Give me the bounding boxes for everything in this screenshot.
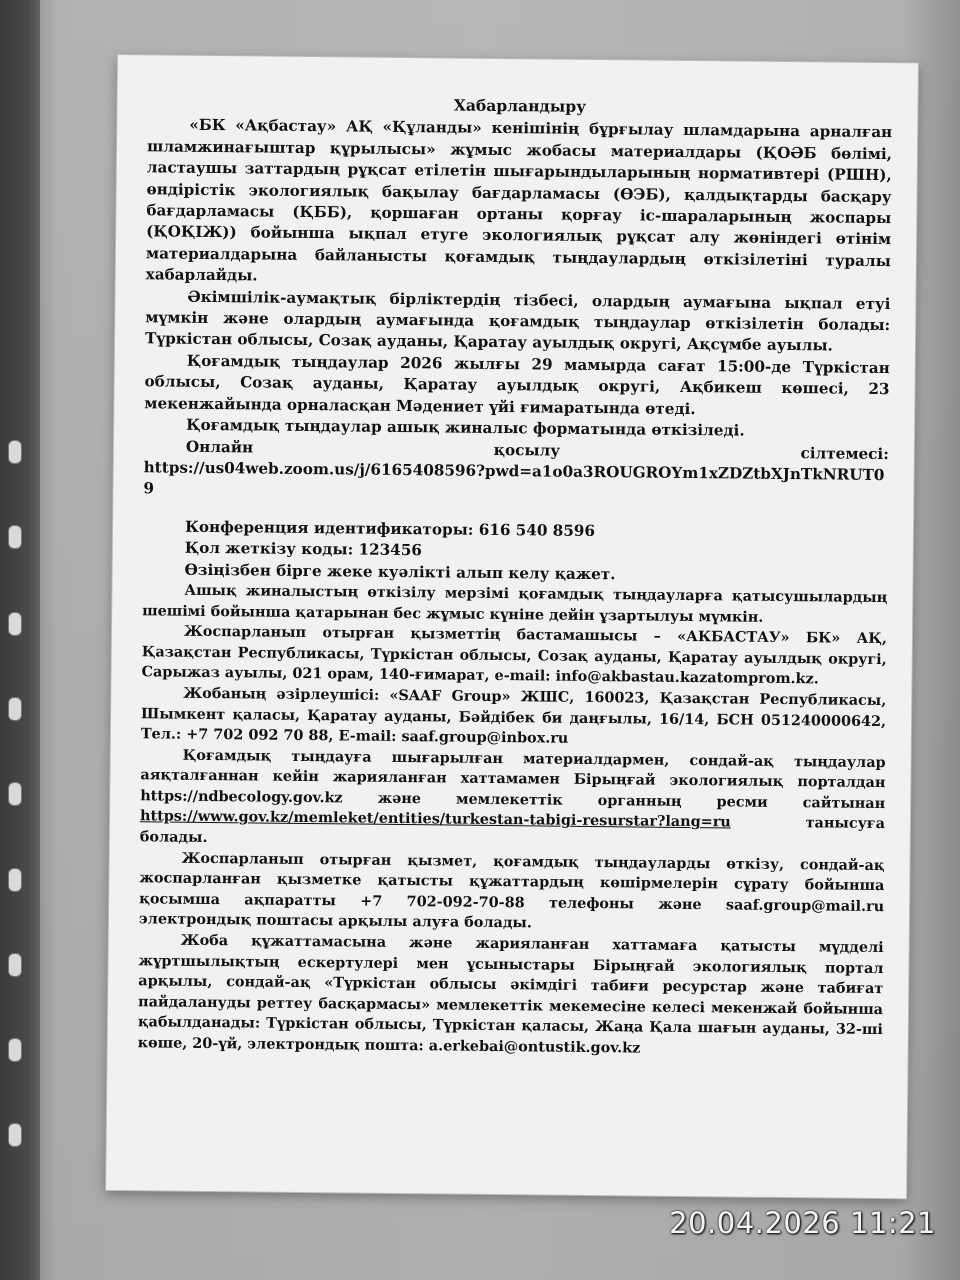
punch-hole [8,697,22,721]
paragraph-date-venue: Қоғамдық тыңдаулар 2026 жылғы 29 мамырда сағат 15:00-де Түркістан облысы, Созақ ауданы, Қаратау ауылдық округі, Ақбикеш көшесі, 23 мекенжайында орналасқан Мәдениет үйі ғимаратында өтеді. [144,351,890,418]
paragraph-format: Қоғамдық тыңдаулар ашық жиналыс форматында өткізіледі. [186,415,745,440]
punch-hole [8,440,22,464]
conference-id: Конференция идентификаторы: 616 540 8596 [184,517,596,540]
photo-timestamp: 20.04.2026 11:21 [669,1206,936,1240]
punch-hole [8,525,22,549]
punch-hole [8,612,22,636]
paragraph-comments: Жоба құжаттамасына және жарияланған хаттамаға қатысты мүдделі жұртшылықтың ескертулері мен ұсыныстары Бірыңғай экологиялық портал арқылы, сондай-ақ «Түркістан облысы әкімдігі табиғи ресурстар және табиғат пайдалануды реттеу басқармасы» мемлекеттік мекемесіне келесі мекенжай бойынша қабылданады: Түркістан облысы, Түркістан қаласы, Жаңа Қала шағын ауданы, 32-ші көше, 20-үй, электрондық пошта: a.erkebai@ontustik.gov.kz [137,931,884,1057]
zoom-link[interactable]: https://us04web.zoom.us/j/6165408596?pwd=a1o0a3ROUGROYm1xZDZtbXJnTkNRUT09 [143,458,885,498]
notice-title: Хабарландыру [453,95,587,116]
access-code: Қол жеткізу коды: 123456 [184,538,423,560]
link-word: сілтемесі: [800,443,889,463]
paragraph-initiator: Жоспарланып отырған қызметтің бастамашысы – «АКБАСТАУ» БК» АҚ, Қазақстан Республикасы, Түркістан облысы, Созақ ауданы, Қаратау ауылдық округі, Сарыжаз ауылы, 021 орам, 140-ғимарат, e-mail: info@akbastau.kazatomprom.kz. [141,622,888,688]
punch-hole [8,1038,22,1062]
online-word: Онлайн [185,437,254,456]
paragraph-developer: Жобаның әзірлеушісі: «SAAF Group» ЖШС, 160023, Қазақстан Республикасы, Шымкент қаласы, Қаратау ауданы, Бәйдібек би даңғылы, 16/14, БСН 051240000642, Тел.: +7 702 092 70 88, E-mail: saaf.group@inbox.ru [140,684,887,747]
gov-kz-link[interactable]: https://www.gov.kz/memleket/entities/turkestan-tabigi-resurstar?lang=ru [139,807,731,831]
paragraph-territories: Әкімшілік-аумақтық бірліктердің тізбесі, олардың аумағына ықпал етуі мүмкін және олардың аумағында қоғамдық тыңдаулар өткізілетін болады: Түркістан облысы, Созақ ауданы, Қаратау ауылдық округі, Ақсүмбе ауылы. [144,287,891,355]
materials-text: Қоғамдық тыңдауға шығарылған материалдармен, сондай-ақ тыңдаулар аяқталғаннан кейін жарияланған хаттамамен Бірыңғай экологиялық порталдан https://ndbecology.gov.kz және мемлекеттік органның ресми сайтынан [140,746,886,812]
paragraph-materials [140,745,886,856]
punch-hole [8,782,22,806]
notice-paper [106,55,918,1198]
paragraph-intro: «БК «Ақбастау» АҚ «Құланды» кенішінің бұрғылау шламдарына арналған шламжинағыштар құрылысы» жұмыс жобасы материалдары (ҚОӘБ бөлімі, ластаушы заттардың рұқсат етілетін шығарындыларының нормативтері (РШН), өндірістік экологиялық бақылау бағдарламасы (ӨЭБ), қалдықтарды басқару бағдарламасы (ҚББ), қоршаған ортаны қорғау іс-шараларының жоспары (ҚОҚІЖ)) бойынша ықпал етуге экологиялық рұқсат алу жөніндегі өтінім материалдарына байланысты қоғамдық тыңдаулардың өткізілетіні туралы хабарлайды. [145,116,893,285]
paragraph-extension: Ашық жиналыстың өткізілу мерзімі қоғамдық тыңдауларға қатысушылардың шешімі бойынша қатарынан бес жұмыс күніне дейін ұзартылуы мүмкін. [142,581,888,626]
punch-hole [8,953,22,977]
punch-hole [8,868,22,892]
notice-document [138,91,893,1061]
paragraph-contacts: Жоспарланып отырған қызмет, қоғамдық тыңдауларды өткізу, сондай-ақ жоспарланған қызметке қатысты құжаттардың көшірмелерін сұрату бойынша қосымша ақпаратты +7 702-092-70-88 телефоны және saaf.group@mail.ru электрондық поштасы арқылы алуға болады. [138,849,885,932]
materials-text-end: танысуға болады. [139,814,886,847]
connect-word: қосылу [493,440,561,460]
id-card-note: Өзіңізбен бірге жеке куәлікті алып келу қажет. [184,560,616,583]
punch-hole [8,1123,22,1147]
